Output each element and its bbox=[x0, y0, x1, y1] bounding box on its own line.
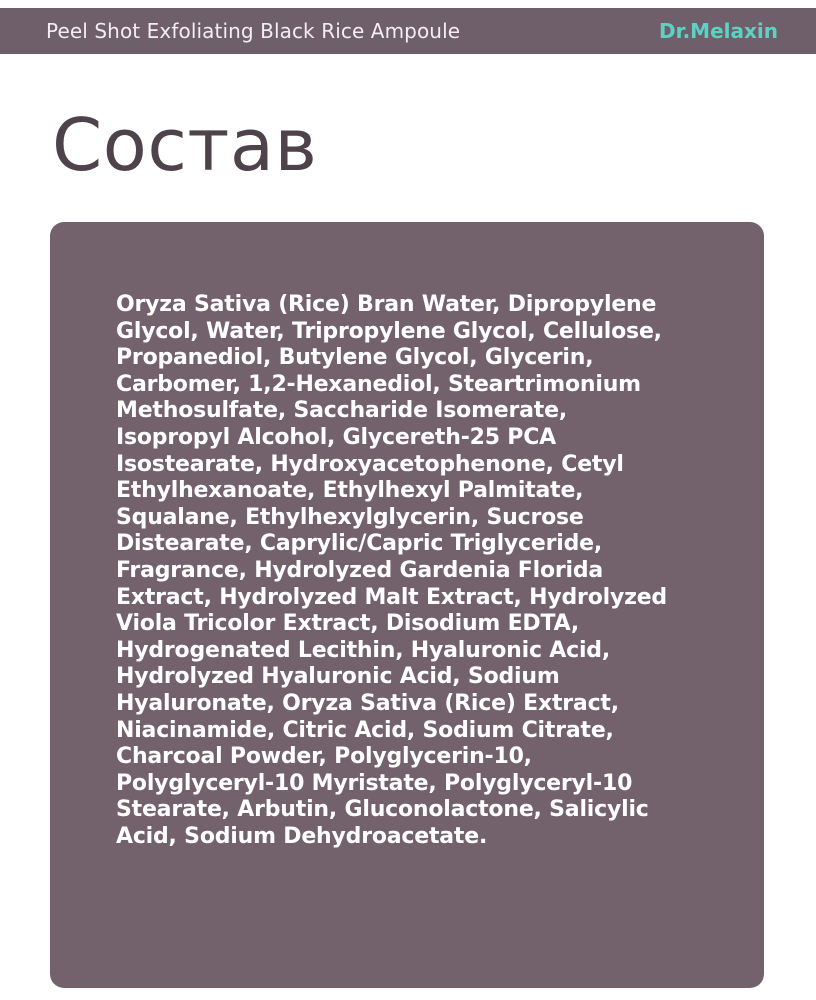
page-title: Состав bbox=[52, 103, 318, 187]
ingredients-line: Stearate, Arbutin, Gluconolactone, Salicylic bbox=[116, 797, 649, 823]
brand-logo: Dr.Melaxin bbox=[658, 19, 778, 43]
ingredients-line: Charcoal Powder, Polyglycerin-10, bbox=[116, 744, 532, 770]
ingredients-line: Isostearate, Hydroxyacetophenone, Cetyl bbox=[116, 451, 624, 477]
ingredients-line: Methosulfate, Saccharide Isomerate, bbox=[116, 398, 568, 424]
ingredients-line: Hydrolyzed Hyaluronic Acid, Sodium bbox=[116, 664, 560, 690]
ingredients-text bbox=[116, 292, 714, 850]
ingredients-card bbox=[50, 222, 764, 988]
ingredients-line: Glycol, Water, Tripropylene Glycol, Cellulose, bbox=[116, 318, 662, 344]
ingredients-line: Hydrogenated Lecithin, Hyaluronic Acid, bbox=[116, 637, 610, 663]
ingredients-line: Hyaluronate, Oryza Sativa (Rice) Extract, bbox=[116, 690, 619, 716]
ingredients-line: Isopropyl Alcohol, Glycereth-25 PCA bbox=[116, 424, 557, 450]
ingredients-line: Acid, Sodium Dehydroacetate. bbox=[116, 823, 488, 849]
ingredients-line: Propanediol, Butylene Glycol, Glycerin, bbox=[116, 345, 594, 371]
ingredients-line: Squalane, Ethylhexylglycerin, Sucrose bbox=[116, 504, 584, 530]
ingredients-line: Oryza Sativa (Rice) Bran Water, Dipropylene bbox=[116, 292, 657, 317]
header-bar bbox=[0, 8, 816, 54]
ingredients-line: Extract, Hydrolyzed Malt Extract, Hydrolyzed bbox=[116, 584, 667, 610]
ingredients-line: Viola Tricolor Extract, Disodium EDTA, bbox=[116, 611, 579, 637]
ingredients-line: Carbomer, 1,2-Hexanediol, Steartrimonium bbox=[116, 371, 641, 397]
ingredients-line: Polyglyceryl-10 Myristate, Polyglyceryl-10 bbox=[116, 770, 633, 796]
product-name: Peel Shot Exfoliating Black Rice Ampoule bbox=[46, 19, 461, 43]
ingredients-line: Niacinamide, Citric Acid, Sodium Citrate, bbox=[116, 717, 614, 743]
ingredients-line: Ethylhexanoate, Ethylhexyl Palmitate, bbox=[116, 478, 584, 504]
ingredients-line: Distearate, Caprylic/Capric Triglyceride, bbox=[116, 531, 603, 557]
ingredients-line: Fragrance, Hydrolyzed Gardenia Florida bbox=[116, 557, 604, 583]
